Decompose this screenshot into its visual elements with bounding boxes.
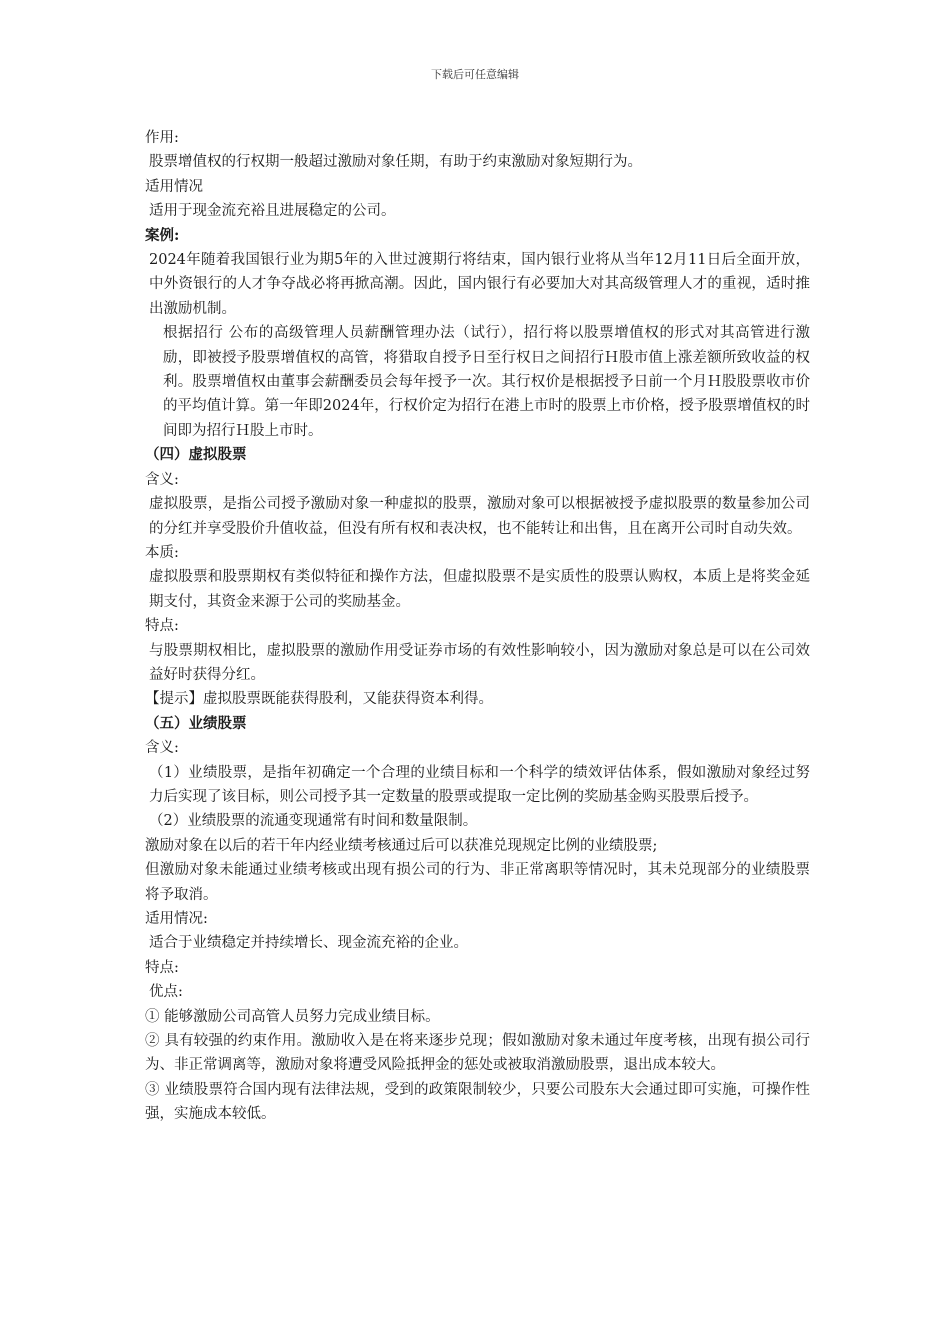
list-item: ① 能够激励公司高管人员努力完成业绩目标。 [145,1008,440,1025]
paragraph: 适合于业绩稳定并持续增长、现金流充裕的企业。 [149,935,468,952]
label-meaning: 含义: [145,471,179,488]
label-advantages: 优点: [149,984,183,1001]
label-features: 特点: [145,959,179,976]
document-body [145,126,810,1127]
label-case: 案例: [145,226,180,244]
label-function: 作用: [145,130,179,146]
paragraph: 但激励对象未能通过业绩考核或出现有损公司的行为、非正常离职等情况时，其未兑现部分的业绩股票将予取消。 [145,862,810,903]
paragraph: 虚拟股票和股票期权有类似特征和操作方法，但虚拟股票不是实质性的股票认购权，本质上是将奖金延期支付，其资金来源于公司的奖励基金。 [149,569,810,610]
paragraph: 适用于现金流充裕且进展稳定的公司。 [149,203,396,220]
paragraph: 股票增值权的行权期一般超过激励对象任期，有助于约束激励对象短期行为。 [149,154,642,171]
section-heading: （五）业绩股票 [145,714,247,732]
paragraph: 根据招行 公布的高级管理人员薪酬管理办法（试行），招行将以股票增值权的形式对其高管进行激励，即被授予股票增值权的高管，将猎取自授予日至行权日之间招行Ｈ股市值上涨差额所致收益的权利。股票增值权由董事会薪酬委员会每年授予一次。其行权价是根据授予日前一个月Ｈ股股票收市价的平均值计算。第一年即2024年，行权价定为招行在港上市时的股票上市价格，授予股票增值权的时间即为招行Ｈ股上市时。 [163,325,810,439]
list-item: ③ 业绩股票符合国内现有法律法规，受到的政策限制较少，只要公司股东大会通过即可实施，可操作性强，实施成本较低。 [145,1081,810,1123]
label-applicable: 适用情况: [145,911,208,927]
list-item: ② 具有较强的约束作用。激励收入是在将来逐步兑现；假如激励对象未通过年度考核，出现有损公司行为、非正常调离等，激励对象将遭受风险抵押金的惩处或被取消激励股票，退出成本较大。 [145,1033,810,1074]
paragraph: （1）业绩股票，是指年初确定一个合理的业绩目标和一个科学的绩效评估体系，假如激励对象经过努力后实现了该目标，则公司授予其一定数量的股票或提取一定比例的奖励基金购买股票后授予。 [149,764,810,805]
page-header: 下载后可任意编辑 [431,68,519,81]
paragraph: 2024年随着我国银行业为期5年的入世过渡期行将结束，国内银行业将从当年12月11日后全面开放，中外资银行的人才争夺战必将再掀高潮。因此，国内银行有必要加大对其高级管理人才的重视，适时推出激励机制。 [149,252,810,317]
label-applicable: 适用情况 [145,178,203,195]
label-essence: 本质: [145,544,179,561]
paragraph: 与股票期权相比，虚拟股票的激励作用受证券市场的有效性影响较小，因为激励对象总是可以在公司效益好时获得分红。 [149,642,810,683]
label-meaning: 含义: [145,740,179,757]
label-features: 特点: [145,618,179,635]
section-heading: （四）虚拟股票 [145,446,247,464]
paragraph: 激励对象在以后的若干年内经业绩考核通过后可以获准兑现规定比例的业绩股票; [145,837,658,854]
paragraph: 虚拟股票，是指公司授予激励对象一种虚拟的股票，激励对象可以根据被授予虚拟股票的数量参加公司的分红并享受股价升值收益，但没有所有权和表决权，也不能转让和出售，且在离开公司时自动失效。 [149,496,810,537]
tip-paragraph: 【提示】虚拟股票既能获得股利，又能获得资本利得。 [145,691,493,708]
paragraph: （2）业绩股票的流通变现通常有时间和数量限制。 [149,813,478,830]
